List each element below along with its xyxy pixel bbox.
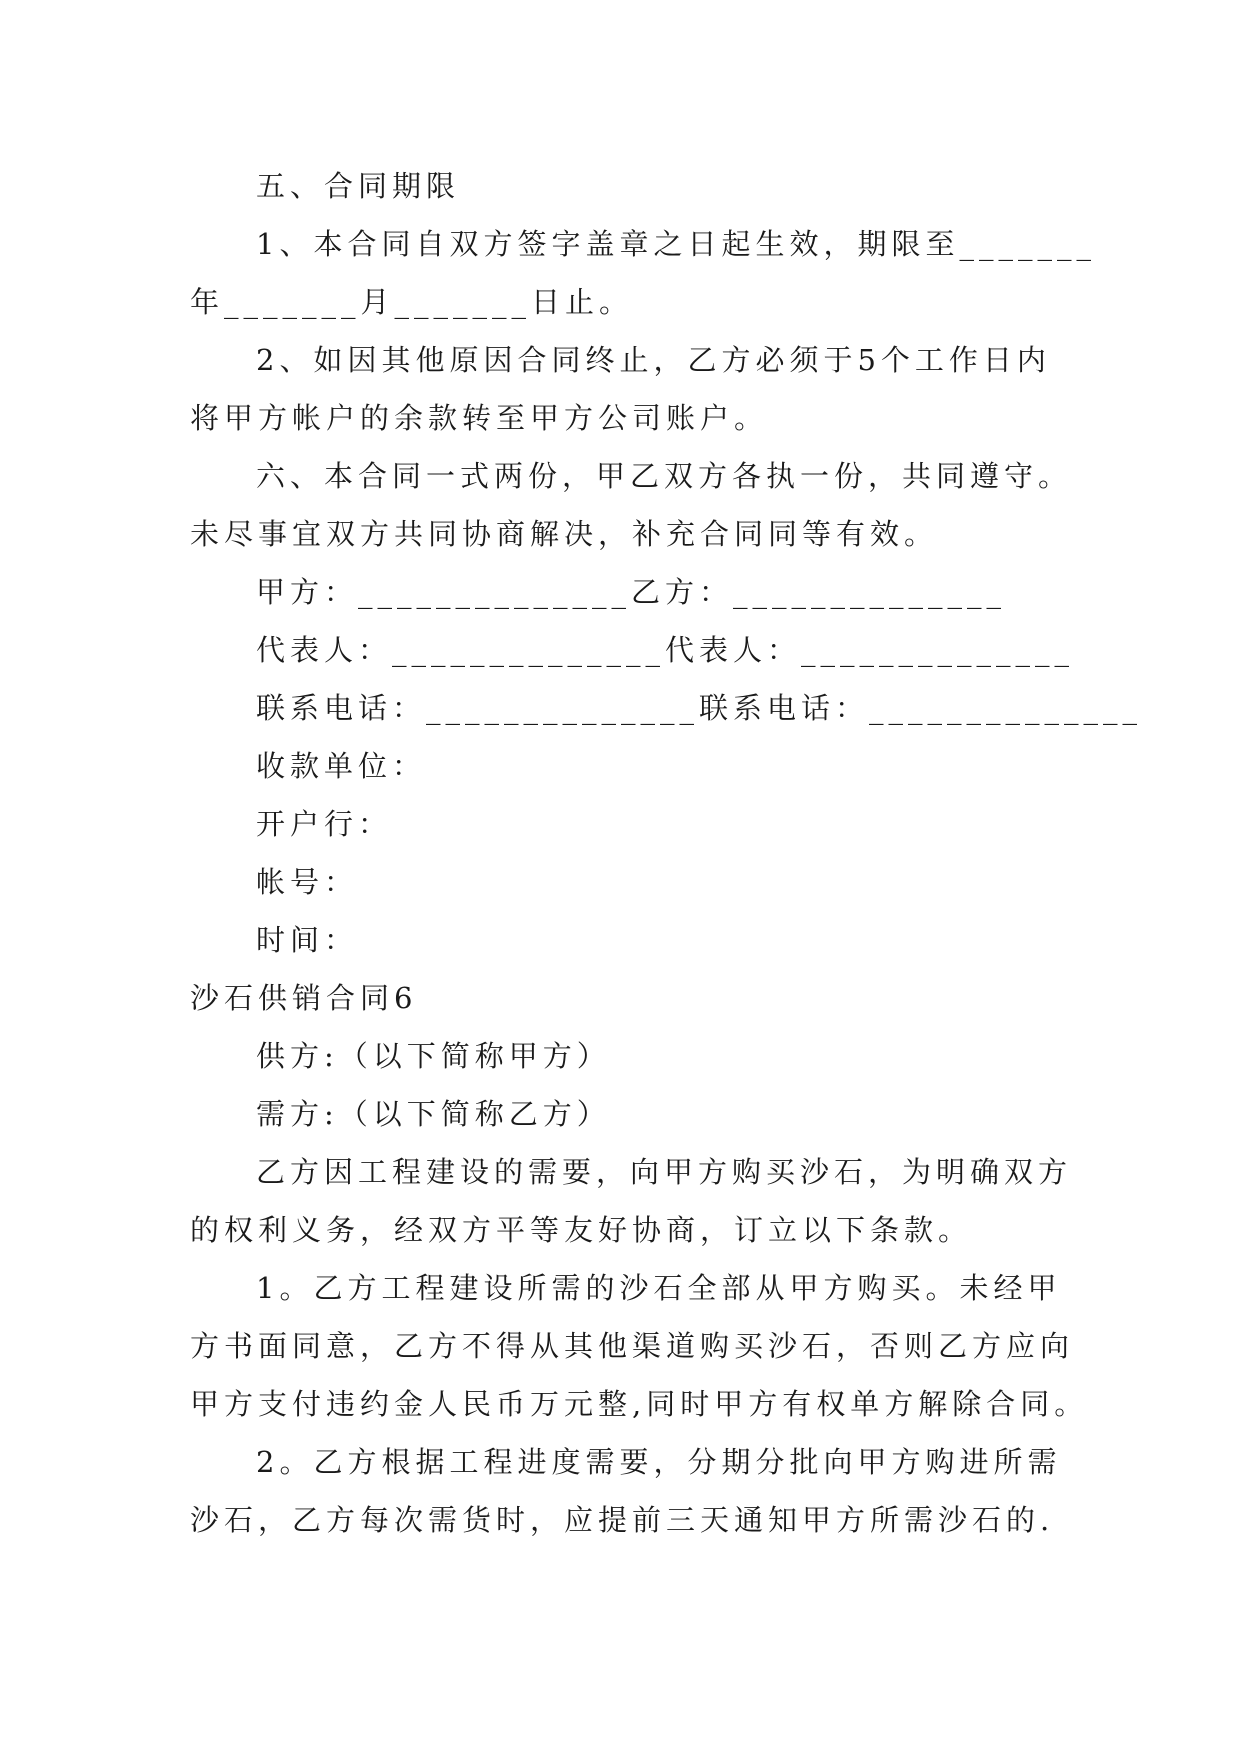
party-signature-line: 甲方：______________乙方：______________ xyxy=(256,575,1007,609)
section-six-copies-line-1: 六、本合同一式两份，甲乙双方各执一份，共同遵守。 xyxy=(256,459,1073,493)
term-1-line-2: 方书面同意，乙方不得从其他渠道购买沙石，否则乙方应向 xyxy=(190,1329,1075,1363)
preamble-line-1: 乙方因工程建设的需要，向甲方购买沙石，为明确双方 xyxy=(256,1155,1073,1189)
preamble-line-2: 的权利义务，经双方平等友好协商，订立以下条款。 xyxy=(190,1213,973,1247)
contact-phone-line: 联系电话：______________联系电话：______________ xyxy=(256,691,1143,725)
representative-signature-line: 代表人：______________代表人：______________ xyxy=(256,633,1075,667)
term-2-line-2: 沙石，乙方每次需货时，应提前三天通知甲方所需沙石的. xyxy=(190,1503,1055,1537)
section-heading-term: 五、合同期限 xyxy=(256,169,461,203)
section-six-copies-line-2: 未尽事宜双方共同协商解决，补充合同同等有效。 xyxy=(190,517,939,551)
buyer-line: 需方:（以下简称乙方） xyxy=(256,1097,611,1131)
clause-1-effective-line-2: 年_______月_______日止。 xyxy=(190,285,634,319)
clause-2-termination-line-1: 2、如因其他原因合同终止，乙方必须于5个工作日内 xyxy=(256,343,1051,377)
contract-title: 沙石供销合同6 xyxy=(190,981,418,1015)
clause-2-termination-line-2: 将甲方帐户的余款转至甲方公司账户。 xyxy=(190,401,769,435)
payee-unit-label: 收款单位： xyxy=(256,749,427,783)
clause-1-effective-line-1: 1、本合同自双方签字盖章之日起生效，期限至_______ xyxy=(256,227,1096,261)
term-1-line-1: 1。乙方工程建设所需的沙石全部从甲方购买。未经甲 xyxy=(256,1271,1062,1305)
term-2-line-1: 2。乙方根据工程进度需要，分期分批向甲方购进所需 xyxy=(256,1445,1062,1479)
bank-label: 开户行： xyxy=(256,807,393,841)
term-1-line-3: 甲方支付违约金人民币万元整,同时甲方有权单方解除合同。 xyxy=(190,1387,1089,1421)
supplier-line: 供方:（以下简称甲方） xyxy=(256,1039,611,1073)
account-label: 帐号： xyxy=(256,865,359,899)
date-label: 时间： xyxy=(256,923,359,957)
